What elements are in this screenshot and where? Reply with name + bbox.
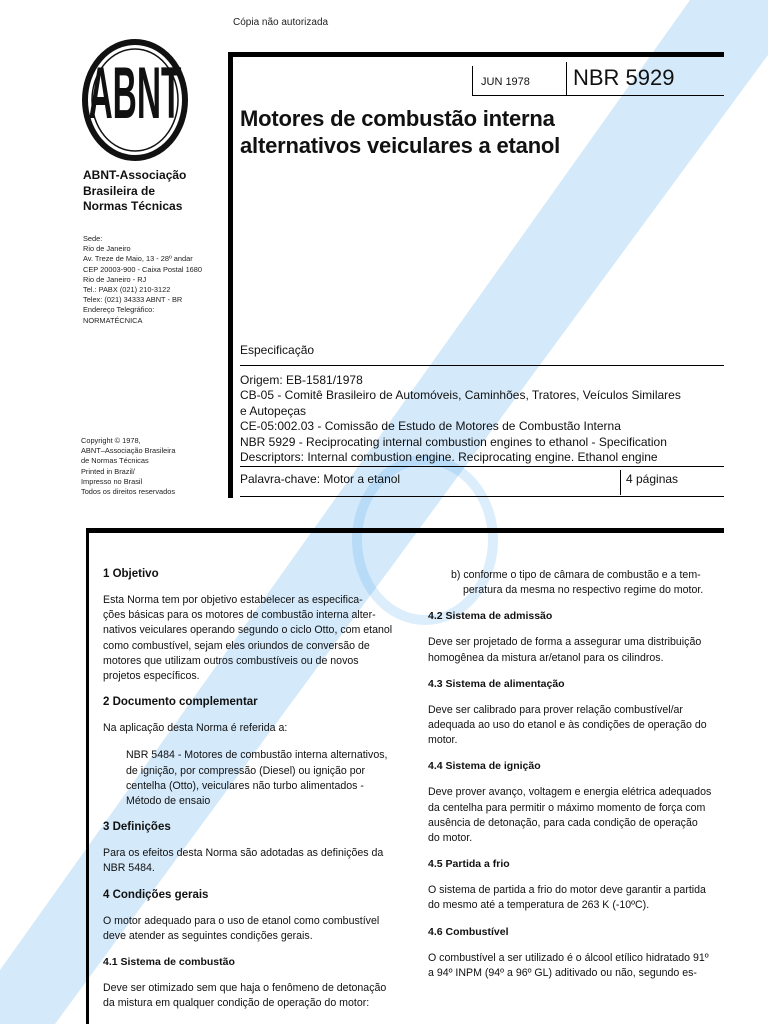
org-name-line: Brasileira de [83, 183, 156, 198]
header-frame-top [228, 52, 724, 57]
text-line: da mistura em qualquer condição de operação do motor: [103, 997, 370, 1010]
section-heading: 3 Definições [103, 821, 171, 834]
org-name-line: Normas Técnicas [83, 199, 183, 213]
copyright-line: Printed in Brazil/ [81, 466, 135, 476]
rule-line [240, 496, 724, 497]
text-line: da centelha para permitir o máximo momento de força com [428, 801, 706, 814]
text-line: centelha (Otto), veiculares não turbo alimentados - [126, 779, 364, 792]
copyright-line: Copyright © 1978, [81, 436, 141, 445]
left-column [103, 568, 399, 1023]
rule-line [240, 466, 724, 467]
address-line: Tel.: PABX (021) 210-3122 [83, 285, 171, 295]
text-line: do motor. [428, 832, 473, 845]
section-heading: 1 Objetivo [103, 568, 159, 580]
text-line: deve atender as seguintes condições gerais. [103, 929, 313, 942]
paragraph [428, 635, 724, 665]
text-line: ausência de detonação, para cada condição de operação [428, 816, 698, 829]
paragraph [103, 721, 399, 736]
header-divider [566, 62, 567, 96]
text-line: Deve ser calibrado para prover relação combustível/ar [428, 703, 683, 716]
text-line: do mesmo até a temperatura de 263 K (-10ºC). [428, 899, 650, 912]
text-line: O combustível a ser utilizado é o álcool etílico hidratado 91º [428, 951, 709, 964]
origin-line: CB-05 - Comitê Brasileiro de Automóveis, Caminhões, Tratores, Veículos Similares [240, 388, 681, 403]
rule-line [240, 365, 724, 366]
org-name-line: ABNT-Associação [83, 168, 187, 182]
org-name [83, 168, 186, 215]
text-line: como combustível, sejam eles oriundos de conversão de [103, 639, 370, 652]
subsection-heading: 4.4 Sistema de ignição [428, 760, 541, 773]
org-address [83, 234, 202, 326]
body-frame-top [86, 528, 724, 533]
address-line: Telex: (021) 34333 ABNT - BR [83, 295, 183, 305]
paragraph [428, 883, 724, 913]
address-line: Rio de Janeiro - RJ [83, 274, 147, 284]
subsection-heading: 4.3 Sistema de alimentação [428, 677, 565, 690]
text-line: Método de ensaio [126, 795, 211, 808]
address-line: CEP 20003-900 - Caixa Postal 1680 [83, 264, 203, 274]
origin-line: Origem: EB-1581/1978 [240, 373, 363, 387]
header-frame-left [228, 52, 233, 498]
origin-line: Descriptors: Internal combustion engine. Reciprocating engine. Ethanol engine [240, 450, 658, 465]
text-line: adequada ao uso do etanol e às condições de operação do [428, 719, 707, 732]
section-heading: 2 Documento complementar [103, 696, 258, 709]
subsection-heading: 4.2 Sistema de admissão [428, 610, 553, 623]
copyright-notice [81, 436, 175, 497]
abnt-logo [81, 38, 189, 162]
text-line: a 94º INPM (94º a 96º GL) aditivado ou não, segundo es- [428, 966, 697, 979]
text-line: ções básicas para os motores de combustão interna alter- [103, 609, 376, 622]
copyright-line: Todos os direitos reservados [81, 487, 176, 497]
address-line: NORMATÉCNICA [83, 315, 143, 325]
address-line: Rio de Janeiro [83, 244, 131, 254]
header-divider [472, 66, 473, 96]
standard-code: NBR 5929 [573, 65, 675, 90]
list-item [428, 568, 724, 598]
text-line: Esta Norma tem por objetivo estabelecer as especifica- [103, 594, 363, 606]
address-line: Sede: [83, 234, 103, 243]
text-line: nativos veiculares operando segundo o ciclo Otto, com etanol [103, 624, 393, 637]
paragraph [428, 785, 724, 846]
origin-line: e Autopeças [240, 403, 307, 418]
origin-line: CE-05:002.03 - Comissão de Estudo de Motores de Combustão Interna [240, 419, 621, 434]
text-line: NBR 5484. [103, 862, 155, 875]
subsection-heading: 4.5 Partida a frio [428, 858, 510, 871]
address-line: Av. Treze de Maio, 13 - 28º andar [83, 254, 193, 264]
unauthorized-copy-banner: Cópia não autorizada [233, 17, 329, 28]
pages-divider [620, 470, 621, 495]
body-frame-left [86, 528, 89, 1024]
header-underline [472, 95, 724, 96]
text-line: Deve prover avanço, voltagem e energia elétrica adequados [428, 786, 712, 799]
text-line: Na aplicação desta Norma é referida a: [103, 722, 288, 735]
document-type: Especificação [240, 343, 315, 357]
abnt-logo-text: ABNT [88, 53, 182, 135]
keyword: Palavra-chave: Motor a etanol [240, 472, 401, 486]
reference-item [103, 748, 399, 809]
text-line: NBR 5484 - Motores de combustão interna alternativos, [126, 749, 388, 762]
paragraph [428, 703, 724, 749]
publication-date: JUN 1978 [481, 76, 530, 88]
text-line: b) conforme o tipo de câmara de combustão e a tem- [451, 569, 701, 581]
text-line: Deve ser otimizado sem que haja o fenômeno de detonação [103, 982, 387, 995]
origin-block [240, 373, 724, 465]
copyright-line: Impresso no Brasil [81, 476, 143, 486]
address-line: Endereço Telegráfico: [83, 305, 155, 315]
paragraph [103, 593, 399, 684]
paragraph [103, 846, 399, 876]
copyright-line: ABNT–Associação Brasileira [81, 446, 176, 456]
paragraph [103, 981, 399, 1011]
subsection-heading: 4.1 Sistema de combustão [103, 956, 235, 969]
text-line: projetos específicos. [103, 670, 200, 683]
text-line: peratura da mesma no respectivo regime do motor. [463, 584, 704, 597]
title-line: Motores de combustão interna [240, 106, 555, 131]
paragraph [428, 951, 724, 981]
section-heading: 4 Condições gerais [103, 888, 209, 901]
page-count: 4 páginas [626, 472, 679, 486]
text-line: O sistema de partida a frio do motor deve garantir a partida [428, 884, 706, 897]
text-line: Para os efeitos desta Norma são adotadas as definições da [103, 847, 384, 860]
text-line: homogênea da mistura ar/etanol para os cilindros. [428, 651, 664, 664]
text-line: Deve ser projetado de forma a assegurar uma distribuição [428, 636, 702, 649]
text-line: de ignição, por compressão (Diesel) ou ignição por [126, 764, 366, 777]
document-title [240, 105, 560, 159]
right-column [428, 568, 724, 993]
origin-line: NBR 5929 - Reciprocating internal combustion engines to ethanol - Specification [240, 434, 667, 449]
paragraph [103, 914, 399, 944]
title-line: alternativos veiculares a etanol [240, 133, 561, 158]
text-line: motores que utilizam outros combustíveis ou de novos [103, 654, 359, 667]
subsection-heading: 4.6 Combustível [428, 925, 509, 938]
text-line: O motor adequado para o uso de etanol como combustível [103, 914, 380, 927]
copyright-line: de Normas Técnicas [81, 456, 149, 466]
text-line: motor. [428, 734, 458, 747]
